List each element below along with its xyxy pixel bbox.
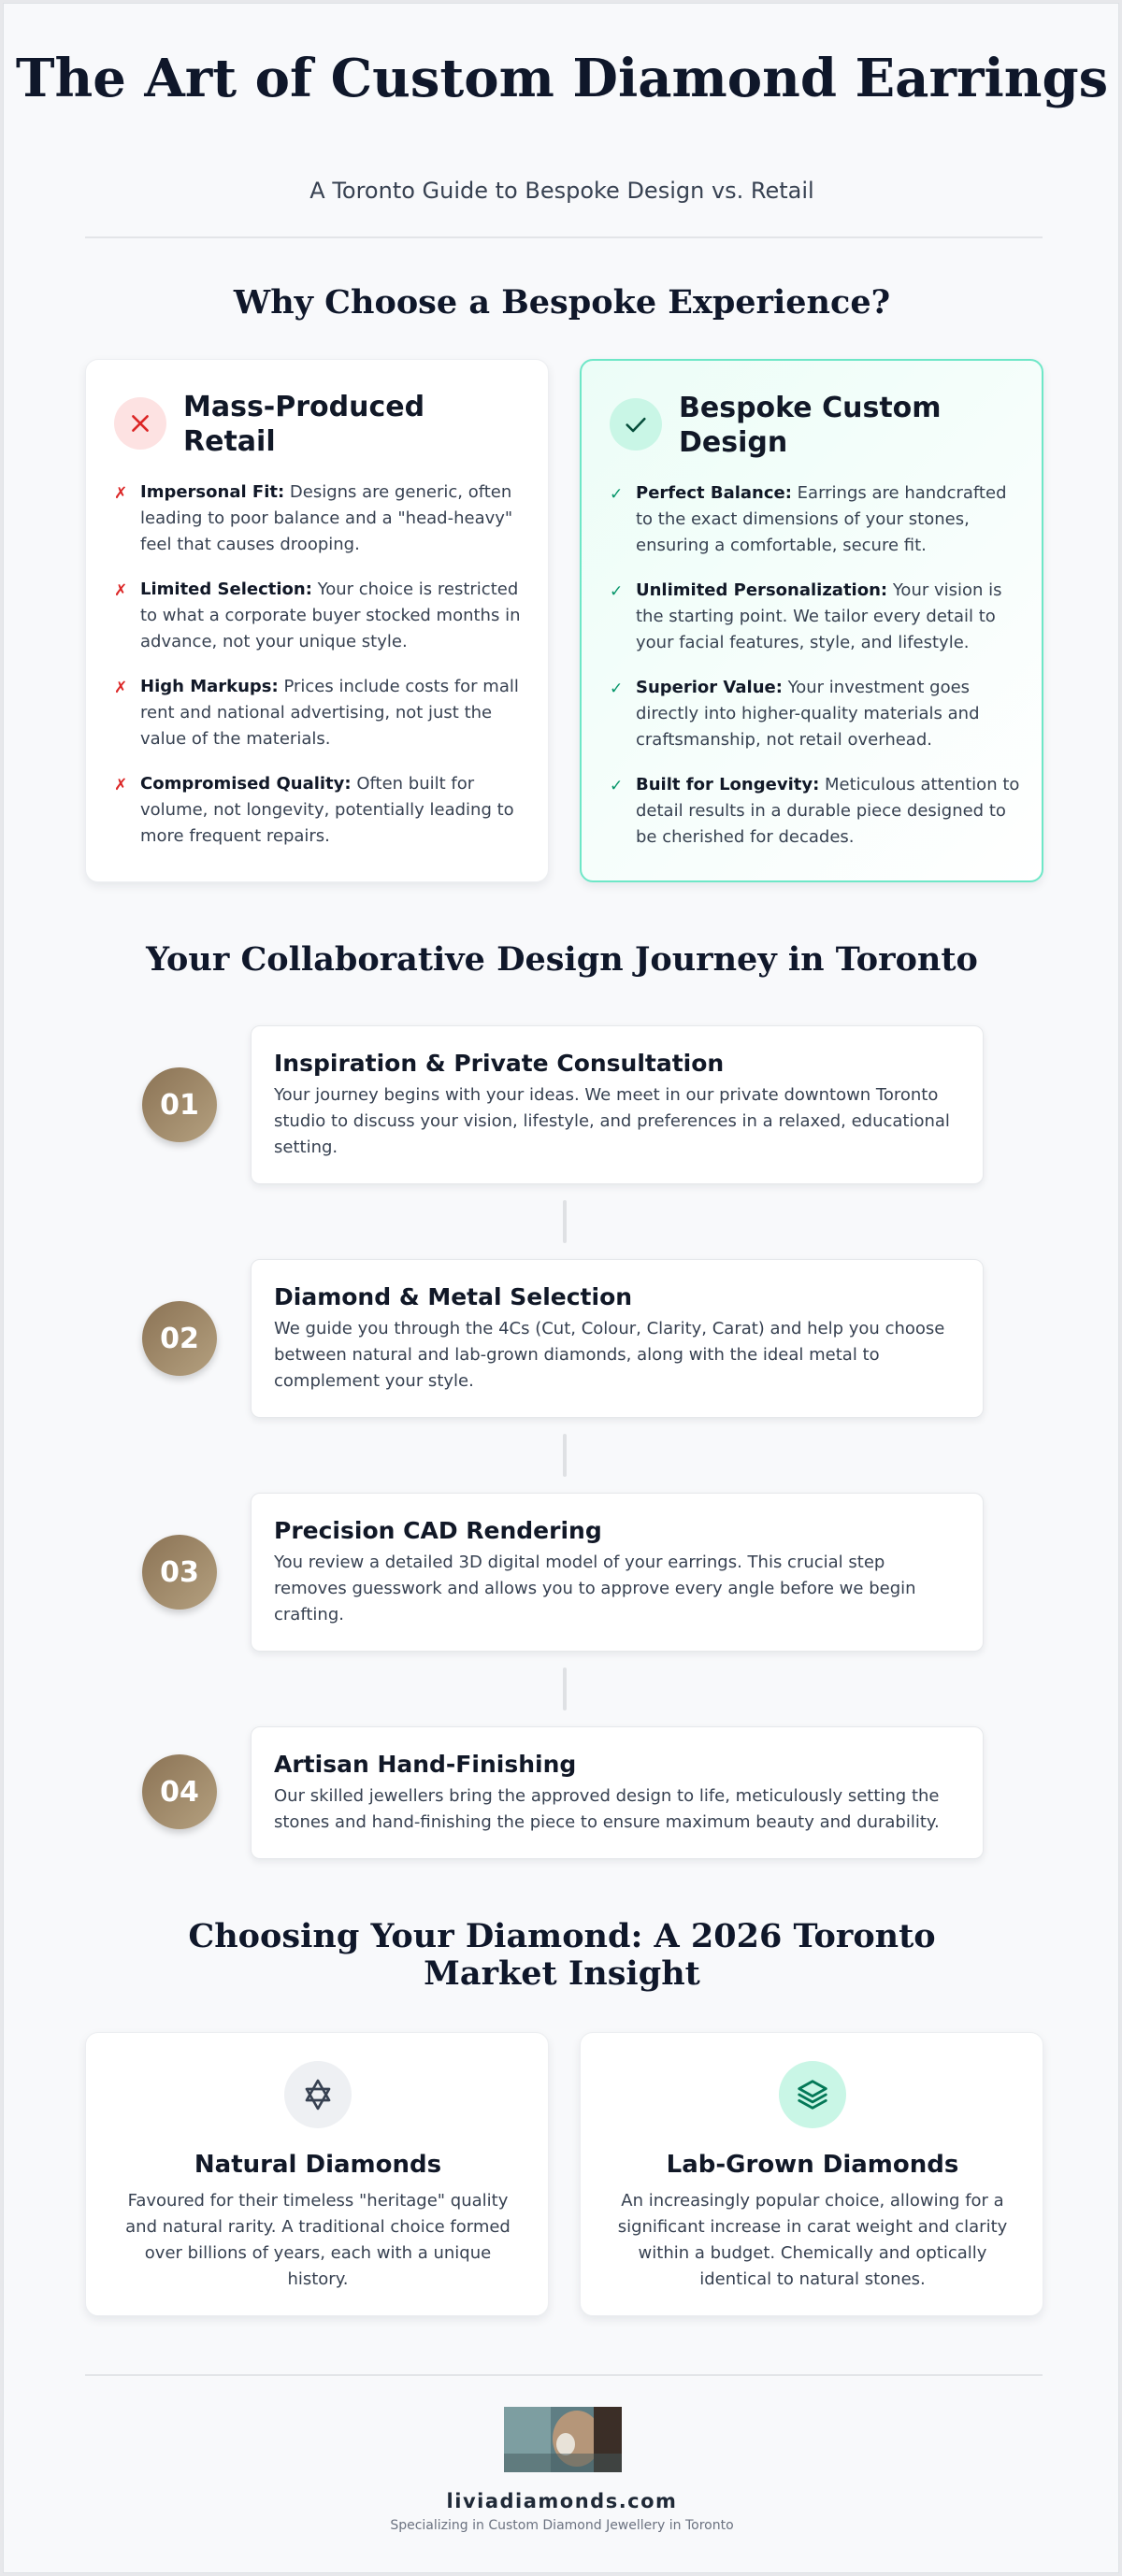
natural-diamonds-description: Favoured for their timeless "heritage" quality and natural rarity. A traditional choice formed over billions of years, each with a unique history.	[125, 2191, 511, 2289]
why-section-title: Why Choose a Bespoke Experience?	[233, 283, 891, 322]
journey-section-title: Your Collaborative Design Journey in Toronto	[146, 940, 978, 979]
step-number-badge: 01	[142, 1067, 217, 1142]
step-number-badge: 04	[142, 1754, 217, 1829]
list-item	[610, 578, 1021, 656]
retail-card	[85, 359, 549, 882]
layers-icon	[779, 2061, 846, 2128]
step-title: Precision CAD Rendering	[274, 1517, 602, 1544]
footer-tagline: Specializing in Custom Diamond Jewellery in Toronto	[390, 2518, 734, 2533]
item-text: Your vision is the starting point. We tailor every detail to your facial features, style, and lifestyle.	[636, 580, 1002, 652]
step-card	[251, 1259, 984, 1418]
lab-grown-diamonds-description: An increasingly popular choice, allowing for a significant increase in carat weight and clarity within a budget. Chemically and optically identical to natural stones.	[617, 2191, 1008, 2289]
bespoke-list	[610, 480, 1021, 869]
step-description: Your journey begins with your ideas. We meet in our private downtown Toronto studio to discuss your vision, lifestyle, and preferences in a relaxed, educational setting.	[274, 1085, 950, 1157]
item-text: Your investment goes directly into higher-quality materials and craftsmanship, not retail overhead.	[636, 678, 980, 750]
list-item	[114, 674, 525, 752]
step-card	[251, 1726, 984, 1859]
step-connector	[563, 1667, 567, 1710]
step-title: Diamond & Metal Selection	[274, 1283, 633, 1310]
item-text: Designs are generic, often leading to poor balance and a "head-heavy" feel that causes drooping.	[140, 482, 513, 554]
list-item	[610, 480, 1021, 559]
list-item	[114, 577, 525, 655]
item-label: Superior Value:	[636, 678, 783, 697]
diamonds-section-title: Choosing Your Diamond: A 2026 Toronto Market Insight	[188, 1917, 936, 1993]
step-card	[251, 1025, 984, 1184]
list-item	[114, 479, 525, 558]
retail-card-title: Mass-Produced Retail	[183, 391, 425, 458]
item-text: Earrings are handcrafted to the exact dimensions of your stones, ensuring a comfortable, secure fit.	[636, 483, 1007, 555]
cross-mark-icon: ✗	[114, 581, 128, 600]
list-item	[114, 771, 525, 850]
check-mark-icon: ✓	[610, 582, 624, 601]
retail-list	[114, 479, 525, 868]
item-text: Often built for volume, not longevity, potentially leading to more frequent repairs.	[140, 774, 514, 846]
check-mark-icon: ✓	[610, 485, 624, 504]
item-label: High Markups:	[140, 677, 279, 696]
step-card	[251, 1493, 984, 1652]
lab-grown-diamonds-title: Lab-Grown Diamonds	[666, 2151, 959, 2179]
step-title: Artisan Hand-Finishing	[274, 1751, 577, 1778]
step-number-badge: 03	[142, 1535, 217, 1610]
page	[3, 3, 1119, 2573]
cross-mark-icon: ✗	[114, 679, 128, 697]
check-icon	[610, 398, 662, 451]
footer-photo	[504, 2407, 622, 2472]
diamond-icon	[284, 2061, 352, 2128]
x-icon	[114, 397, 166, 450]
check-mark-icon: ✓	[610, 680, 624, 698]
item-label: Limited Selection:	[140, 580, 312, 599]
divider	[85, 236, 1043, 238]
item-label: Built for Longevity:	[636, 775, 820, 794]
footer-domain: liviadiamonds.com	[446, 2490, 678, 2512]
step-description: You review a detailed 3D digital model of your earrings. This crucial step removes guesswork and allows you to approve every angle before we begin crafting.	[274, 1553, 916, 1624]
item-text: Your choice is restricted to what a corporate buyer stocked months in advance, not your unique style.	[140, 580, 521, 651]
item-label: Perfect Balance:	[636, 483, 792, 503]
step-description: We guide you through the 4Cs (Cut, Colour, Clarity, Carat) and help you choose between natural and lab-grown diamonds, along with the ideal metal to complement your style.	[274, 1319, 945, 1391]
step-number-badge: 02	[142, 1301, 217, 1376]
list-item	[610, 675, 1021, 753]
item-text: Prices include costs for mall rent and national advertising, not just the value of the materials.	[140, 677, 519, 749]
cross-mark-icon: ✗	[114, 484, 128, 503]
bespoke-card-title: Bespoke Custom Design	[679, 392, 942, 459]
check-mark-icon: ✓	[610, 777, 624, 795]
natural-diamonds-title: Natural Diamonds	[194, 2151, 442, 2179]
natural-diamonds-card	[85, 2032, 549, 2316]
step-connector	[563, 1200, 567, 1243]
page-title: The Art of Custom Diamond Earrings	[15, 48, 1109, 109]
step-description: Our skilled jewellers bring the approved design to life, meticulously setting the stones and hand-finishing the piece to ensure maximum beauty and durability.	[274, 1786, 940, 1832]
bespoke-card	[580, 359, 1043, 882]
item-label: Compromised Quality:	[140, 774, 352, 794]
item-label: Impersonal Fit:	[140, 482, 285, 502]
step-connector	[563, 1434, 567, 1477]
cross-mark-icon: ✗	[114, 776, 128, 794]
footer-divider	[85, 2374, 1043, 2376]
item-label: Unlimited Personalization:	[636, 580, 888, 600]
item-text: Meticulous attention to detail results in a durable piece designed to be cherished for decades.	[636, 775, 1020, 847]
step-title: Inspiration & Private Consultation	[274, 1050, 725, 1077]
page-subtitle: A Toronto Guide to Bespoke Design vs. Retail	[309, 178, 814, 204]
lab-grown-diamonds-card	[580, 2032, 1043, 2316]
list-item	[610, 772, 1021, 851]
